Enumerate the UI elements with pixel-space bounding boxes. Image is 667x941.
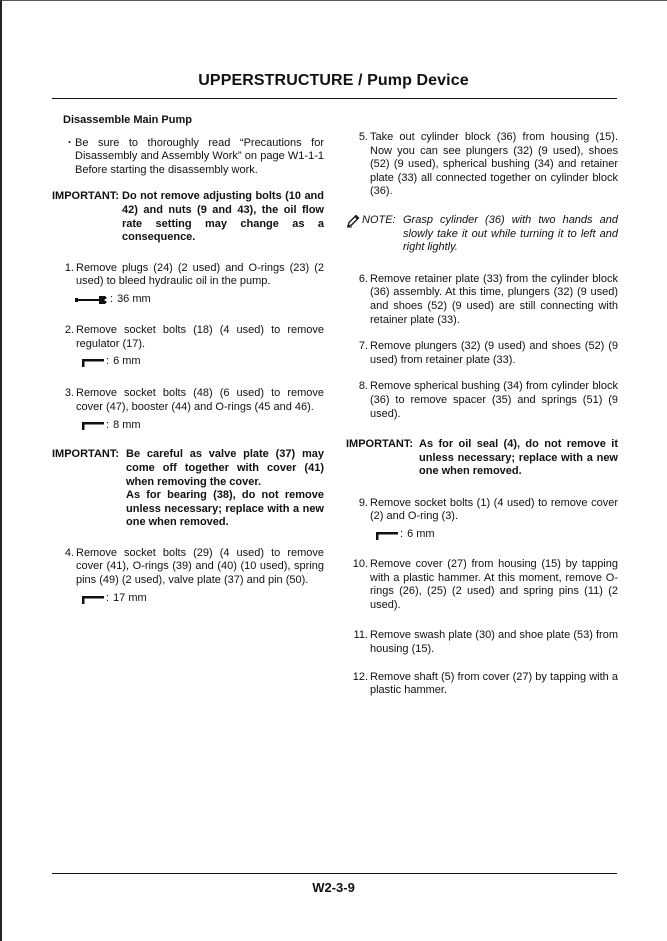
note-label-group	[346, 214, 403, 255]
hex-key-icon	[80, 594, 104, 604]
precaution-bullet	[64, 137, 324, 178]
step-number: 10.	[352, 558, 368, 571]
tool-spec-3	[80, 418, 324, 432]
step-number: 5.	[358, 131, 368, 143]
right-column	[346, 131, 618, 698]
important-note-1	[52, 190, 324, 244]
step-number: 4.	[64, 546, 74, 559]
header-rule	[52, 98, 617, 99]
step-text: Remove socket bolts (48) (6 used) to remove cover (47), booster (44) and O-rings (45 and 46).	[76, 387, 324, 413]
step-number: 3.	[64, 387, 74, 400]
step-number: 11.	[353, 629, 368, 642]
step-text: Remove shaft (5) from cover (27) by tapping with a plastic hammer.	[370, 670, 618, 697]
tool-separator: :	[106, 418, 110, 431]
tool-size: 6 mm	[407, 528, 435, 541]
footer-rule	[52, 873, 617, 874]
hex-key-icon	[374, 530, 398, 540]
step-2	[52, 324, 324, 351]
bullet-mark: ・	[64, 136, 75, 149]
step-11	[346, 629, 618, 656]
section-heading: Disassemble Main Pump	[63, 114, 192, 126]
step-number: 6.	[358, 272, 368, 285]
step-6	[346, 273, 618, 327]
step-text: Remove retainer plate (33) from the cylinder block (36) assembly. At this time, plungers (32) (9 used) and shoes (52) (9 used) are still connecting with retainer plate (33).	[370, 272, 618, 326]
important-text: As for oil seal (4), do not remove it unless necessary; replace with a new one when removed.	[419, 438, 618, 478]
tool-size: 17 mm	[113, 591, 147, 604]
step-8	[346, 380, 618, 421]
important-note-2	[52, 448, 324, 530]
tool-spec-9	[374, 528, 618, 542]
important-label: IMPORTANT:	[52, 190, 120, 203]
step-text: Remove spherical bushing (34) from cylinder block (36) to remove spacer (35) and springs (51) (9 used).	[370, 380, 618, 420]
step-10	[346, 558, 618, 612]
step-text: Remove socket bolts (29) (4 used) to remove cover (41), O-rings (39) and (40) (10 used), spring pins (49) (2 used), valve plate (37) and pin (50).	[76, 546, 324, 587]
page-number: W2-3-9	[312, 880, 355, 895]
hex-key-icon	[80, 420, 104, 430]
step-12	[346, 671, 618, 698]
step-text: Remove plungers (32) (9 used) and shoes (52) (9 used) from retainer plate (33).	[370, 340, 618, 366]
pencil-note-icon	[346, 214, 360, 228]
step-3	[52, 387, 324, 414]
step-number: 9.	[358, 496, 368, 509]
step-text: Remove socket bolts (1) (4 used) to remove cover (2) and O-ring (3).	[370, 496, 618, 523]
note-label: NOTE:	[362, 213, 396, 226]
step-4	[52, 547, 324, 588]
tool-separator: :	[106, 591, 110, 604]
step-9	[346, 497, 618, 524]
step-number: 1.	[64, 261, 74, 274]
important-label: IMPORTANT:	[346, 438, 414, 451]
tool-separator: :	[400, 528, 404, 541]
important-text: Do not remove adjusting bolts (10 and 42) and nuts (9 and 43), the oil flow rate setting may change as a consequence.	[122, 190, 324, 244]
bullet-text: Be sure to thoroughly read “Precautions for Disassembly and Assembly Work” on page W1-1-1 Before starting the disassembly work.	[75, 136, 324, 176]
tool-separator: :	[106, 355, 110, 368]
step-1	[52, 262, 324, 289]
step-number: 8.	[358, 380, 368, 393]
tool-size: 36 mm	[117, 293, 151, 306]
page-title: UPPERSTRUCTURE / Pump Device	[198, 72, 469, 89]
step-text: Take out cylinder block (36) from housing (15). Now you can see plungers (32) (9 used), shoes (52) (9 used), spherical bushing (34) and retainer plate (33) all connected together on cylinder block (36).	[370, 131, 618, 198]
step-number: 12.	[352, 670, 368, 683]
important-label: IMPORTANT:	[52, 448, 120, 461]
hex-key-icon	[80, 357, 104, 367]
step-7	[346, 340, 618, 367]
wrench-icon	[74, 295, 108, 305]
tool-size: 6 mm	[113, 355, 141, 368]
step-text: Remove socket bolts (18) (4 used) to remove regulator (17).	[76, 323, 324, 350]
note-text: Grasp cylinder (36) with two hands and slowly take it out while turning it to left and right lightly.	[403, 213, 618, 254]
step-text: Remove plugs (24) (2 used) and O-rings (23) (2 used) to bleed hydraulic oil in the pump.	[76, 261, 324, 288]
important-text	[126, 448, 324, 530]
note-block	[346, 214, 618, 255]
tool-spec-2	[80, 355, 324, 369]
tool-spec-4	[80, 592, 324, 606]
tool-size: 8 mm	[113, 418, 141, 431]
important-note-3	[346, 438, 618, 479]
step-number: 2.	[64, 323, 74, 336]
step-text: Remove swash plate (30) and shoe plate (53) from housing (15).	[370, 629, 618, 656]
tool-spec-1	[74, 293, 324, 307]
important-text-line-1: Be careful as valve plate (37) may come off together with cover (41) when removing the cover.	[126, 448, 324, 488]
step-number: 7.	[358, 340, 368, 353]
tool-separator: :	[110, 293, 114, 306]
left-column	[52, 114, 324, 606]
step-text: Remove cover (27) from housing (15) by tapping with a plastic hammer. At this moment, remove O-rings (26), (25) (2 used) and spring pins (11) (2 used).	[370, 558, 618, 611]
step-5	[346, 131, 618, 199]
important-text-line-2: As for bearing (38), do not remove unless necessary; replace with a new one when removed.	[126, 489, 324, 529]
